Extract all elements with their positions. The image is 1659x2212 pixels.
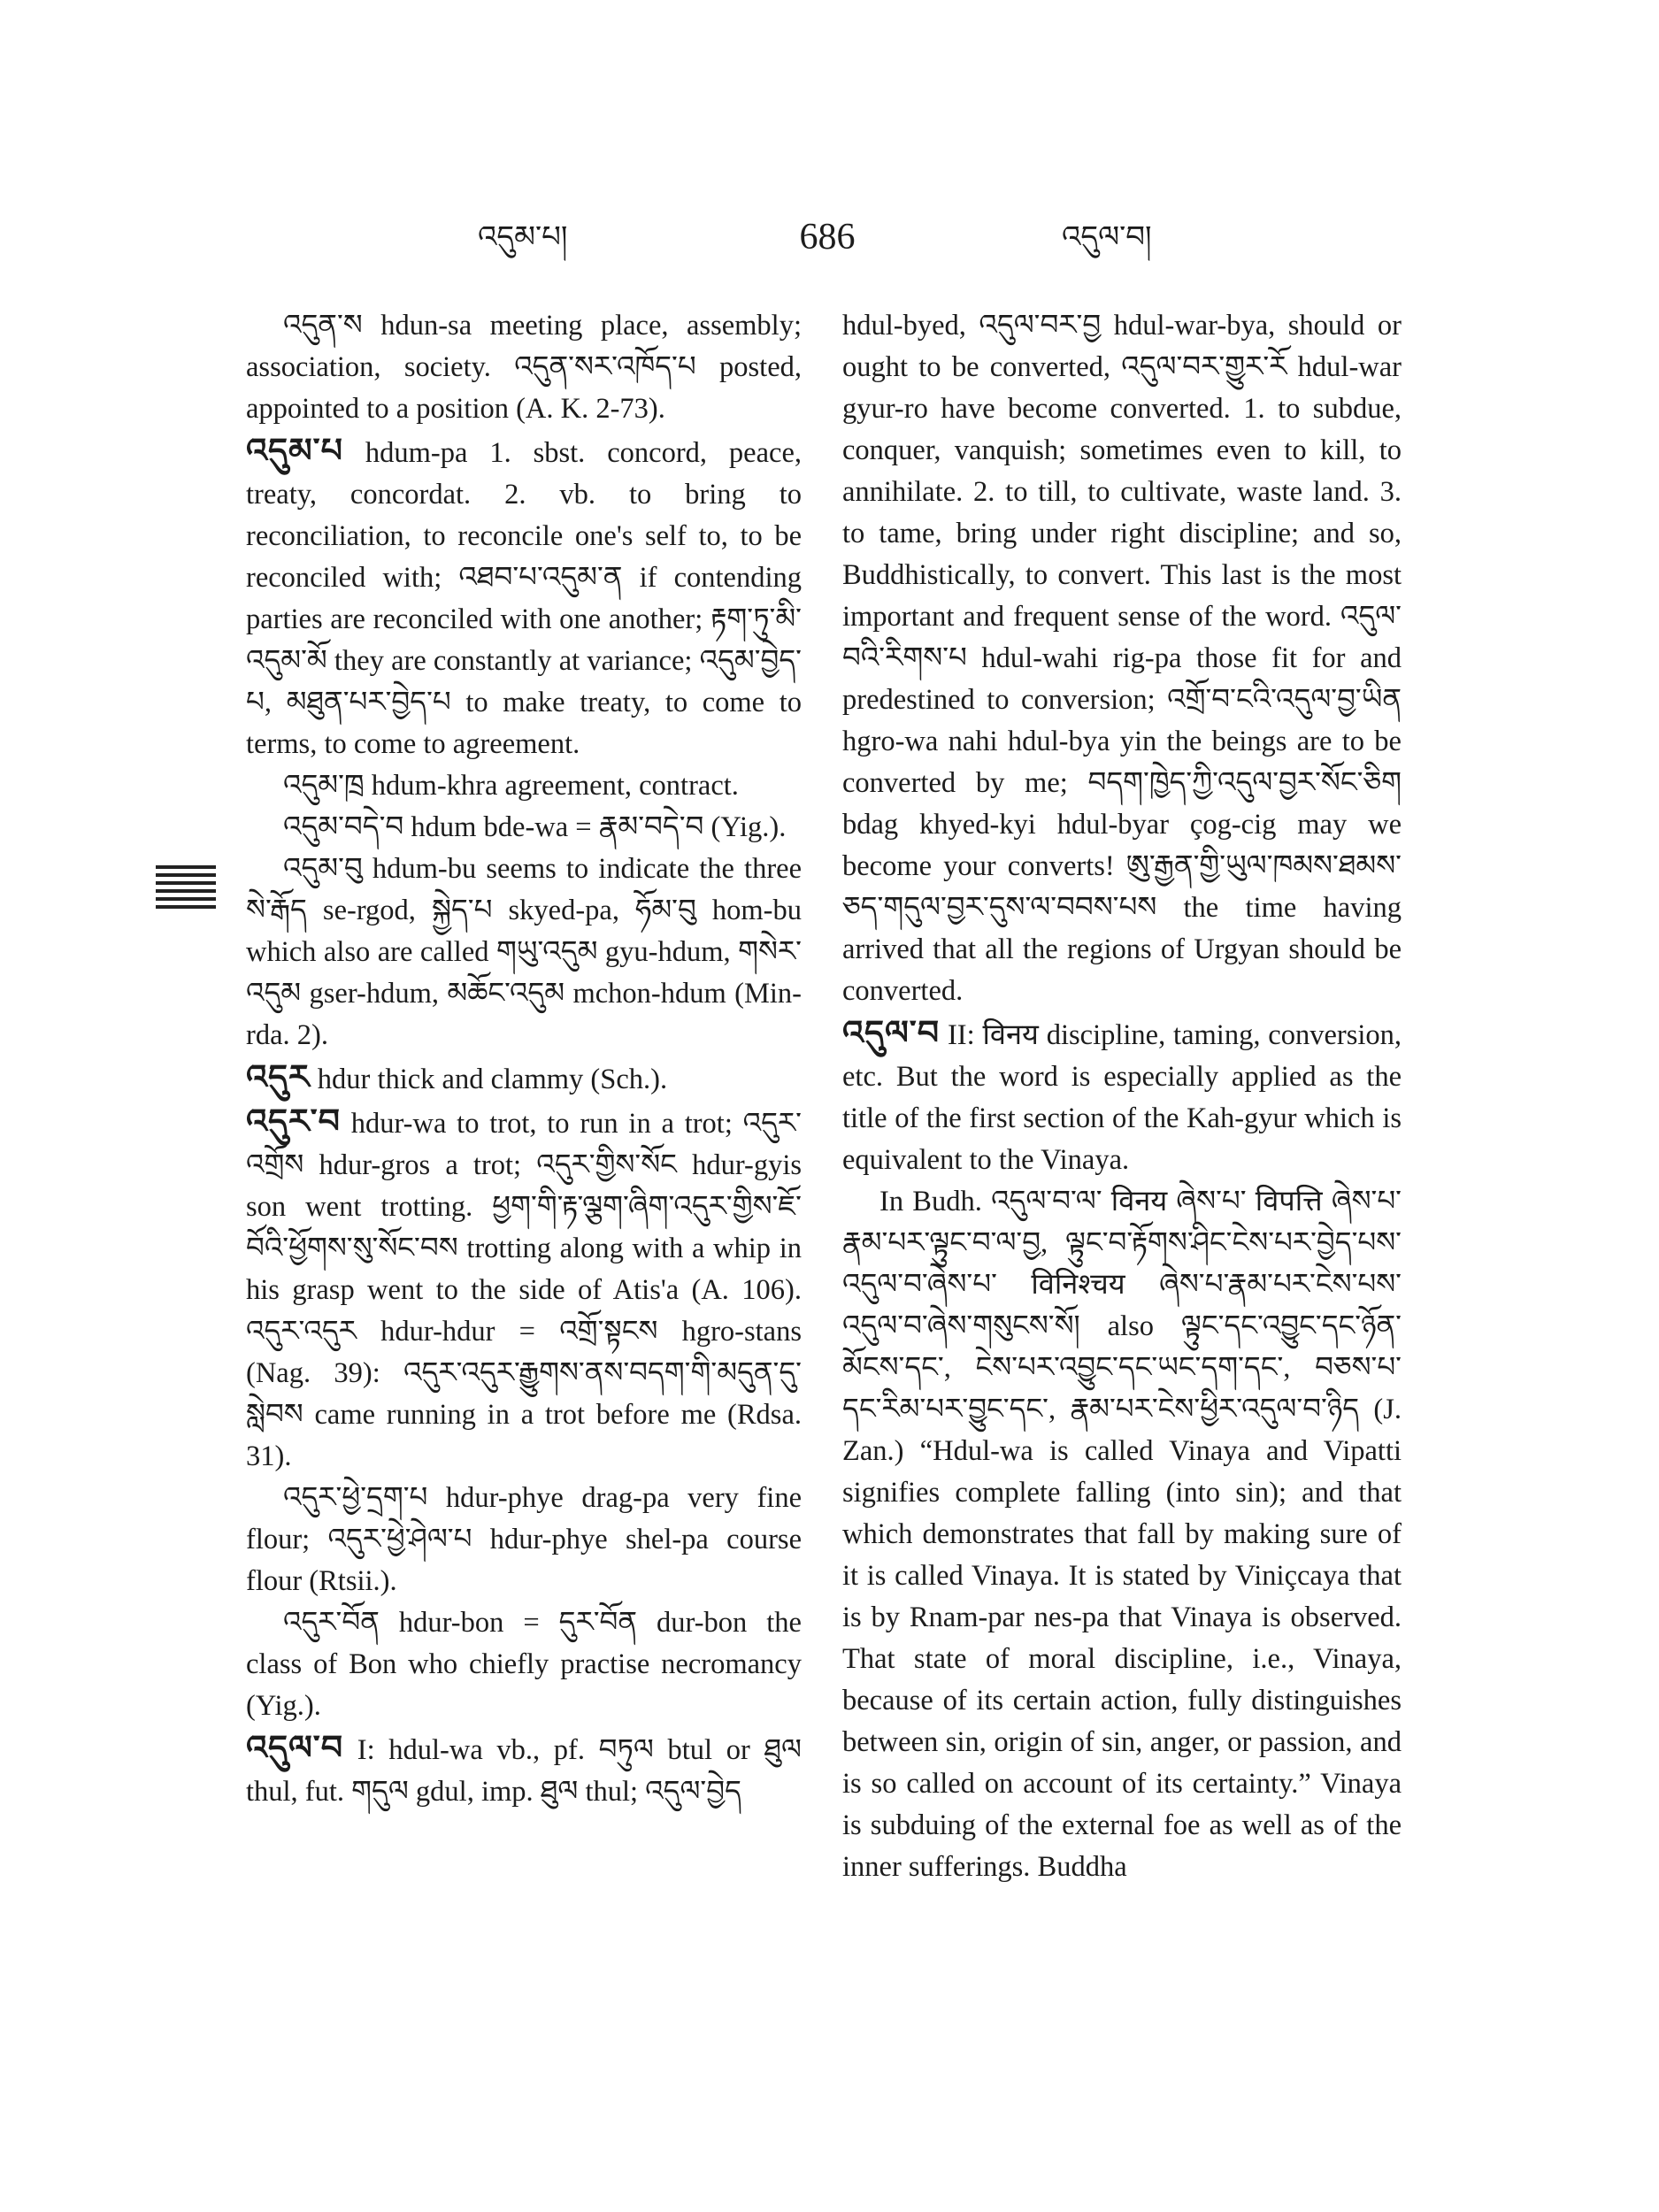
entry-budh-quote: In Budh. འདུལ་བ་ལ་ विनय ཞེས་པ་ विपत्ति ཞེས་པ་ རྣམ་པར་ལྟུང་བ་ལ་བྱ, ལྟུང་བ་རྟོགས་ཤིང་ངེས་པར་བྱེད་པས་འདུལ་བ་ཞེས་པ་ विनिश्चय ཞེས་པ་རྣམ་པར་ངེས་པས་འདུལ་བ་ཞེས་གསུངས་སོ། also ལྟུང་དང་འབྱུང་དང་ཉོན་མོངས་དང་, ངེས་པར་འབྱུང་དང་ཡང་དག་དང་, བཅས་པ་དང་རིམ་པར་བྱུང་དང་, རྣམ་པར་ངེས་ཕྱིར་འདུལ་བ་ཉིད (J. Zan.) “Hdul-wa is called Vinaya and Vipatti signifies complete falling (into sin); and that which demonstrates that fall by making sure of it is called Vinaya. It is stated by Viniçcaya that is by Rnam-par nes-pa that Vinaya is observed. That state of moral discipline, i.e., Vinaya, because of its certain action, fully distinguishes between sin, origin of sin, anger, or passion, and is so called on account of its certainty.” Vinaya is subduing of the external foe as well as of the inner sufferings. Buddha — [842, 1186, 1402, 1883]
entry-hdun-sa: འདུན་ས hdun-sa meeting place, assembly; association, society. འདུན་སར་འཁོད་པ posted, appointed to a position (A. K. 2-73). — [246, 310, 802, 425]
headword: འདུལ་བ — [842, 1013, 941, 1052]
entry-hdur-wa — [246, 1101, 802, 1478]
headword: འདུར་བ — [246, 1102, 341, 1141]
headword: འདུར — [246, 1057, 311, 1096]
entry-hdul-wa-1-continued: hdul-byed, འདུལ་བར་བྱ hdul-war-bya, should or ought to be converted, འདུལ་བར་གྱུར་རོ hdul-war gyur-ro have become converted. 1. to subdue, conquer, vanquish; sometimes even to kill, to annihilate. 2. to till, to cultivate, waste land. 3. to tame, bring under right discipline; and so, Buddhistically, to convert. This last is the most important and frequent sense of the word. འདུལ་བའི་རིགས་པ hdul-wahi rig-pa those fit for and predestined to conversion; འགྲོ་བ་ངའི་འདུལ་བྱ་ཡིན hgro-wa nahi hdul-bya yin the beings are to be converted by me; བདག་ཁྱེད་ཀྱི་འདུལ་བྱར་སོང་ཅིག bdag khyed-kyi hdul-byar çog-cig may we become your converts! ཨུ་རྒྱན་གྱི་ཡུལ་ཁམས་ཐམས་ཅད་གདུལ་བྱར་དུས་ལ་བབས་པས the time having arrived that all the regions of Urgyan should be converted. — [842, 310, 1402, 1007]
headword: འདུལ་བ — [246, 1728, 344, 1767]
entry-hdum-khra: འདུམ་ཁྲ hdum-khra agreement, contract. — [283, 770, 739, 802]
right-column — [842, 305, 1402, 1888]
right-guide-word: འདུལ་བ། — [1062, 219, 1152, 255]
page-header — [0, 211, 1659, 264]
page-number: 686 — [799, 217, 856, 257]
margin-ornament-icon — [156, 865, 216, 924]
entry-hdum-pa — [246, 430, 802, 765]
entry-hdul-wa-1 — [246, 1727, 802, 1813]
entry-text: I: hdul-wa vb., pf. བཏུལ btul or ཐུལ thul, fut. གདུལ gdul, imp. ཐུལ thul; འདུལ་བྱེད — [246, 1734, 803, 1808]
left-guide-word: འདུམ་པ། — [478, 219, 568, 255]
entry-hdur-bon: འདུར་བོན hdur-bon = དུར་བོན dur-bon the class of Bon who chiefly practise necromancy (Yig.). — [246, 1607, 802, 1722]
left-column — [246, 305, 802, 1813]
entry-hdur — [246, 1056, 802, 1101]
entry-hdum-bde-wa: འདུམ་བདེ་བ hdum bde-wa = རྣམ་བདེ་བ (Yig.). — [283, 811, 787, 843]
entry-hdur-phye: འདུར་ཕྱེ་དྲག་པ hdur-phye drag-pa very fine flour; འདུར་ཕྱེ་ཤེལ་པ hdur-phye shel-pa course flour (Rtsii.). — [246, 1482, 802, 1597]
entry-text: hdur-wa to trot, to run in a trot; འདུར་འགྲོས hdur-gros a trot; འདུར་གྱིས་སོང hdur-gyis son went trotting. ཕྱག་གི་རྟ་ལྕག་ཞིག་འདུར་གྱིས་ཇོ་བོའི་ཕྱོགས་སུ་སོང་བས trotting along with a whip in his grasp went to the side of Atis'a (A. 106). འདུར་འདུར hdur-hdur = འགྲོ་སྟངས hgro-stans (Nag. 39): འདུར་འདུར་རྒྱུགས་ནས་བདག་གི་མདུན་དུ་སླེབས came running in a trot before me (Rdsa. 31). — [246, 1108, 802, 1472]
headword: འདུམ་པ — [246, 431, 343, 470]
entry-text: hdur thick and clammy (Sch.). — [317, 1064, 668, 1095]
entry-text: hdum-pa 1. sbst. concord, peace, treaty, concordat. 2. vb. to bring to reconciliation, to reconcile one's self to, to be reconciled with; འཐབ་པ་འདུམ་ན if contending parties are reconciled with one another; རྟག་ཏུ་མི་འདུམ་མོ they are constantly at variance; འདུམ་བྱེད་པ, མཐུན་པར་བྱེད་པ to make treaty, to come to terms, to come to agreement. — [246, 437, 803, 760]
entry-hdum-bu: འདུམ་བུ hdum-bu seems to indicate the three སེ་རྒོད se-rgod, སྐྱེད་པ skyed-pa, ཧོམ་བུ hom-bu which also are called གཡུ་འདུམ gyu-hdum, གསེར་འདུམ gser-hdum, མཆོང་འདུམ mchon-hdum (Min-rda. 2). — [246, 853, 802, 1051]
entry-text: II: विनय discipline, taming, conversion, etc. But the word is especially applied as the title of the first section of the Kah-gyur which is equivalent to the Vinaya. — [842, 1019, 1402, 1176]
entry-hdul-wa-2 — [842, 1012, 1402, 1181]
